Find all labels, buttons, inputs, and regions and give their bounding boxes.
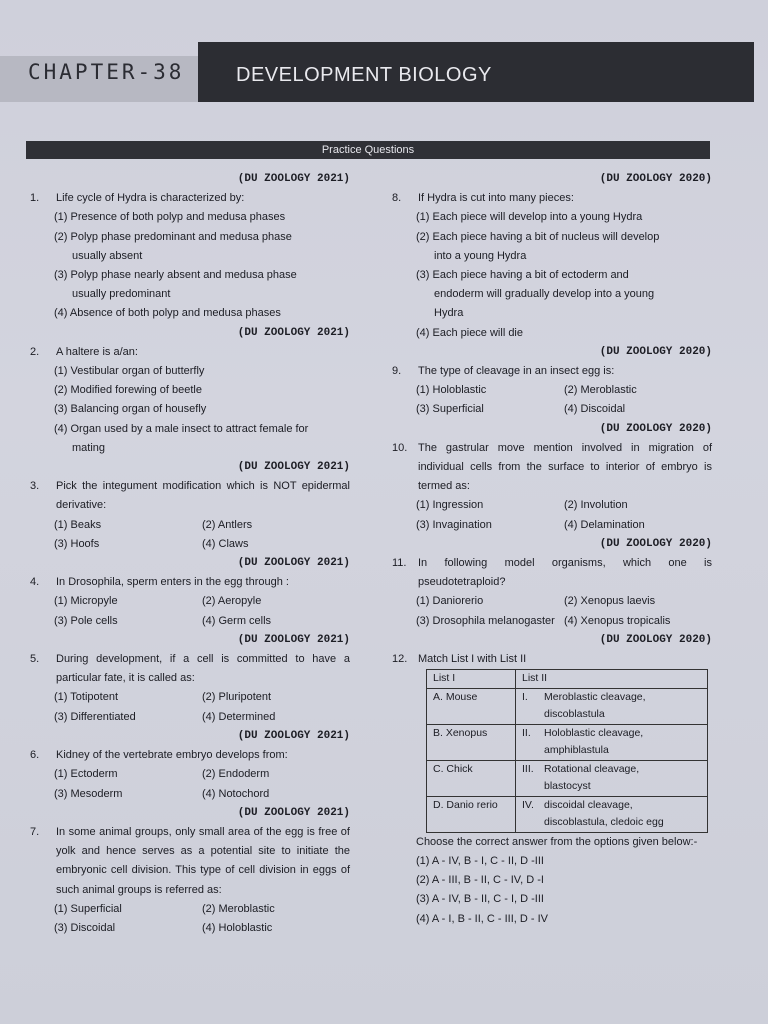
- option: (2) Modified forewing of beetle: [54, 384, 202, 397]
- option: (1) Ectoderm: [54, 768, 118, 781]
- option: (4) Germ cells: [202, 614, 272, 627]
- question-number: 9.: [392, 365, 402, 378]
- option: (2) Pluripotent: [202, 691, 272, 704]
- option-row: [30, 765, 350, 784]
- table-header-row: [427, 670, 708, 689]
- option: (4) A - I, B - II, C - III, D - IV: [416, 912, 549, 925]
- option: (3) Hoofs: [54, 537, 100, 550]
- option-row: [30, 785, 350, 804]
- option: (2) Polyp phase predominant and medusa phase usually absent: [54, 230, 292, 262]
- table-cell: I. Meroblastic cleavage, discoblastula: [516, 688, 708, 724]
- question-number: 4.: [30, 576, 40, 589]
- question-number: 2.: [30, 345, 40, 358]
- table-row: [427, 688, 708, 724]
- question-6: [30, 727, 350, 804]
- table-cell: A. Mouse: [427, 688, 516, 724]
- question-text: In some animal groups, only small area of the egg is free of yolk and hence serves as a potential site to initiate the embryonic cell division. This type of cell division in eggs of such animal groups is referred as:: [56, 825, 350, 896]
- option: (4) Claws: [202, 537, 249, 550]
- question-source: (DU ZOOLOGY 2021): [237, 729, 350, 742]
- option: (2) Each piece having a bit of nucleus will develop into a young Hydra: [416, 230, 660, 262]
- option: (4) Absence of both polyp and medusa phases: [54, 307, 281, 320]
- question-number: 3.: [30, 480, 40, 493]
- question-number: 12.: [392, 653, 408, 666]
- table-row: [427, 724, 708, 760]
- question-text: During development, if a cell is committed to have a particular fate, it is called as:: [56, 653, 350, 685]
- option: (2) Antlers: [202, 518, 253, 531]
- option: (1) Totipotent: [54, 691, 119, 704]
- question-text: In Drosophila, sperm enters in the egg through :: [56, 576, 289, 589]
- option: (4) Xenopus tropicalis: [564, 614, 671, 627]
- option-row: [30, 592, 350, 611]
- option: (3) Each piece having a bit of ectoderm and endoderm will gradually develop into a young Hydra: [416, 269, 655, 320]
- option: (4) Each piece will die: [416, 326, 523, 339]
- left-column: [30, 170, 350, 938]
- question-number: 6.: [30, 749, 40, 762]
- option-row: [392, 400, 712, 419]
- chapter-title: DEVELOPMENT BIOLOGY: [236, 64, 492, 86]
- question-12: [392, 631, 712, 929]
- question-text: The type of cleavage in an insect egg is:: [418, 365, 615, 378]
- table-header: List I: [427, 670, 516, 689]
- option: (4) Holoblastic: [202, 921, 273, 934]
- question-source: (DU ZOOLOGY 2021): [237, 326, 350, 339]
- question-8: [392, 170, 712, 343]
- option-row: [392, 592, 712, 611]
- question-text: The gastrular move mention involved in migration of individual cells from the surface to interior of embryo is termed as:: [418, 441, 712, 493]
- option: (1) Vestibular organ of butterfly: [54, 365, 205, 378]
- question-text: Life cycle of Hydra is characterized by:: [56, 192, 245, 205]
- table-cell: III. Rotational cleavage, blastocyst: [516, 760, 708, 796]
- question-source: (DU ZOOLOGY 2020): [599, 173, 712, 185]
- question-10: [392, 420, 712, 535]
- table-cell: II. Holoblastic cleavage, amphiblastula: [516, 724, 708, 760]
- option: (3) Invagination: [416, 518, 492, 531]
- option-row: [392, 516, 712, 535]
- question-5: [30, 631, 350, 727]
- option: (3) Discoidal: [54, 921, 116, 934]
- question-source: (DU ZOOLOGY 2020): [599, 537, 712, 550]
- option: (1) Presence of both polyp and medusa phases: [54, 211, 286, 224]
- option: (2) Meroblastic: [202, 902, 275, 915]
- instruction-text: Choose the correct answer from the options given below:-: [416, 835, 698, 848]
- option: (1) Micropyle: [54, 595, 118, 608]
- option: (1) Daniorerio: [416, 595, 484, 608]
- table-cell: C. Chick: [427, 760, 516, 796]
- option: (1) Holoblastic: [416, 384, 487, 397]
- right-column: [392, 170, 712, 929]
- option: (2) A - III, B - II, C - IV, D -I: [416, 874, 544, 887]
- option: (1) Each piece will develop into a young Hydra: [416, 211, 643, 224]
- question-text: Pick the integument modification which is NOT epidermal derivative:: [56, 480, 350, 512]
- option: (3) Mesoderm: [54, 787, 123, 800]
- option-row: [392, 612, 712, 631]
- table-cell: B. Xenopus: [427, 724, 516, 760]
- option: (4) Determined: [202, 710, 276, 723]
- table-cell: IV. discoidal cleavage, discoblastula, cledoic egg: [516, 796, 708, 832]
- chapter-number: CHAPTER-38: [28, 60, 185, 84]
- option: (3) Drosophila melanogaster: [416, 614, 555, 627]
- question-2: [30, 324, 350, 458]
- option: (1) Ingression: [416, 499, 484, 512]
- option: (3) Differentiated: [54, 710, 136, 723]
- question-text: Match List I with List II: [418, 653, 527, 666]
- question-9: [392, 343, 712, 420]
- option: (4) Delamination: [564, 518, 645, 531]
- question-text: A haltere is a/an:: [56, 345, 138, 358]
- option-row: [30, 612, 350, 631]
- question-text: Kidney of the vertebrate embryo develops from:: [56, 749, 288, 762]
- option-row: [392, 496, 712, 515]
- option: (2) Xenopus laevis: [564, 595, 656, 608]
- option: (2) Meroblastic: [564, 384, 637, 397]
- table-cell: D. Danio rerio: [427, 796, 516, 832]
- question-number: 10.: [392, 441, 408, 454]
- question-4: [30, 554, 350, 631]
- question-source: (DU ZOOLOGY 2020): [599, 422, 712, 435]
- option-row: [392, 381, 712, 400]
- match-table: [426, 669, 708, 833]
- table-row: [427, 796, 708, 832]
- question-source: (DU ZOOLOGY 2021): [237, 461, 350, 474]
- question-source: (DU ZOOLOGY 2021): [237, 633, 350, 646]
- question-text: If Hydra is cut into many pieces:: [418, 192, 574, 205]
- question-text: In following model organisms, which one is pseudotetraploid?: [418, 557, 712, 589]
- option: (1) Beaks: [54, 518, 102, 531]
- question-3: [30, 458, 350, 554]
- option: (2) Aeropyle: [202, 595, 262, 608]
- question-number: 5.: [30, 653, 40, 666]
- option: (4) Organ used by a male insect to attract female for mating: [54, 422, 309, 454]
- question-number: 7.: [30, 825, 40, 838]
- option: (3) Pole cells: [54, 614, 118, 627]
- question-1: [30, 170, 350, 324]
- question-number: 1.: [30, 192, 40, 205]
- question-number: 8.: [392, 192, 402, 205]
- section-header: Practice Questions: [26, 141, 710, 159]
- table-row: [427, 760, 708, 796]
- question-11: [392, 535, 712, 631]
- option-row: [30, 535, 350, 554]
- option: (3) A - IV, B - II, C - I, D -III: [416, 893, 544, 906]
- question-7: [30, 804, 350, 938]
- question-source: (DU ZOOLOGY 2021): [237, 173, 350, 185]
- option-row: [30, 708, 350, 727]
- question-source: (DU ZOOLOGY 2020): [599, 345, 712, 358]
- option: (4) Notochord: [202, 787, 270, 800]
- option: (1) Superficial: [54, 902, 122, 915]
- option-row: [30, 688, 350, 707]
- question-number: 11.: [392, 557, 407, 570]
- option: (4) Discoidal: [564, 403, 626, 416]
- question-source: (DU ZOOLOGY 2021): [237, 557, 350, 570]
- option-row: [30, 900, 350, 919]
- option: (3) Superficial: [416, 403, 484, 416]
- question-source: (DU ZOOLOGY 2021): [237, 806, 350, 819]
- option: (1) A - IV, B - I, C - II, D -III: [416, 854, 544, 867]
- option: (2) Endoderm: [202, 768, 270, 781]
- option: (2) Involution: [564, 499, 628, 512]
- option-row: [30, 516, 350, 535]
- option: (3) Polyp phase nearly absent and medusa phase usually predominant: [54, 269, 297, 301]
- question-source: (DU ZOOLOGY 2020): [599, 633, 712, 646]
- option: (3) Balancing organ of housefly: [54, 403, 207, 416]
- option-row: [30, 919, 350, 938]
- table-header: List II: [516, 670, 708, 689]
